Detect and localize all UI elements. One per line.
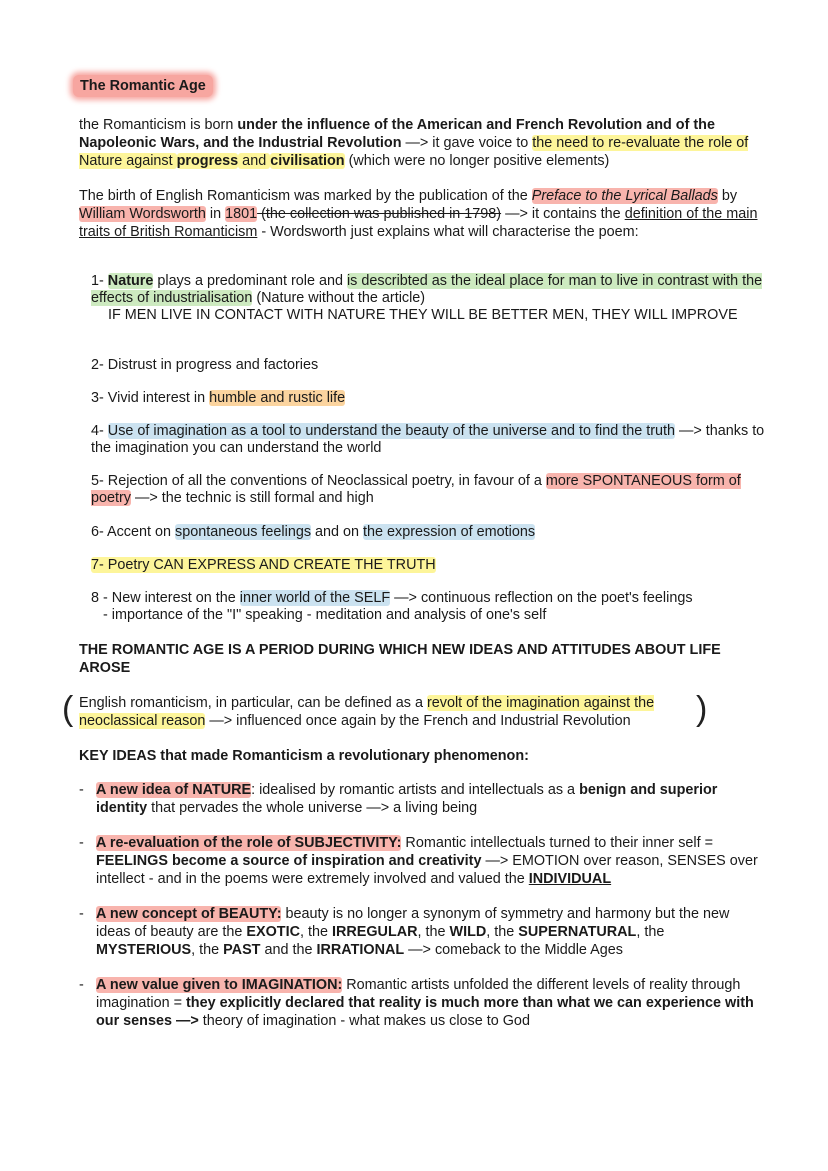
key-idea: - A new concept of BEAUTY: beauty is no longer a synonym of symmetry and harmony but the new ideas of beauty are the EXOTIC, the IRREGULAR, the WILD, the SUPERNATURAL, the MYSTERIOUS, the PAST and the IRRATIONAL —> comeback to the Middle Ages xyxy=(79,906,730,958)
list-item: 1- Nature plays a predominant role and is describted as the ideal place for man to live in contrast with the effects of industrialisation (Nature without the article) IF MEN LIVE IN CONTACT WITH NATURE THEY WILL BE BETTER MEN, THEY WILL IMPROVE xyxy=(91,273,763,323)
birth-paragraph: The birth of English Romanticism was marked by the publication of the Preface to the Lyrical Ballads by William Wordsworth in 1801 (the collection was published in 1798) —> it contains the definition of the main traits of British Romanticism - Wordsworth just explains what will characterise the poem: xyxy=(79,188,758,240)
list-item: 5- Rejection of all the conventions of Neoclassical poetry, in favour of a more SPONTANEOUS form of poetry —> the technic is still formal and high xyxy=(91,473,741,506)
key-ideas-heading: KEY IDEAS that made Romanticism a revolutionary phenomenon: xyxy=(79,748,529,764)
key-idea: - A new value given to IMAGINATION: Romantic artists unfolded the different levels of reality through imagination = they explicitly declared that reality is much more than what we can experience with our senses —> theory of imagination - what makes us close to God xyxy=(79,977,754,1029)
list-item: 8 - New interest on the inner world of the SELF —> continuous reflection on the poet's feelings - importance of the "I" speaking - meditation and analysis of one's self xyxy=(91,590,693,623)
list-item: 7- Poetry CAN EXPRESS AND CREATE THE TRUTH xyxy=(91,557,436,573)
period-statement: THE ROMANTIC AGE IS A PERIOD DURING WHICH NEW IDEAS AND ATTITUDES ABOUT LIFE AROSE xyxy=(79,642,721,676)
list-item: 4- Use of imagination as a tool to understand the beauty of the universe and to find the truth —> thanks to the imagination you can understand the world xyxy=(91,423,765,456)
key-idea: - A new idea of NATURE: idealised by romantic artists and intellectuals as a benign and superior identity that pervades the whole universe —> a living being xyxy=(79,782,718,816)
english-paragraph: English romanticism, in particular, can be defined as a revolt of the imagination against the neoclassical reason —> influenced once again by the French and Industrial Revolution xyxy=(79,695,655,729)
list-item: 6- Accent on spontaneous feelings and on the expression of emotions xyxy=(91,524,536,540)
close-paren: ) xyxy=(696,690,708,728)
page-title: The Romantic Age xyxy=(73,75,213,97)
list-item: 2- Distrust in progress and factories xyxy=(91,357,319,373)
intro-paragraph: the Romanticism is born under the influence of the American and French Revolution and of the Napoleonic Wars, and the Industrial Revolution —> it gave voice to the need to re-evaluate the role of Nature against progress and civilisation (which were no longer positive elements) xyxy=(79,117,749,169)
open-paren: ( xyxy=(62,690,74,728)
key-idea: - A re-evaluation of the role of SUBJECTIVITY: Romantic intellectuals turned to their inner self = FEELINGS become a source of inspiration and creativity —> EMOTION over reason, SENSES over intellect - and in the poems were extremely involved and valued the INDIVIDUAL xyxy=(79,835,758,887)
list-item: 3- Vivid interest in humble and rustic life xyxy=(91,390,346,406)
